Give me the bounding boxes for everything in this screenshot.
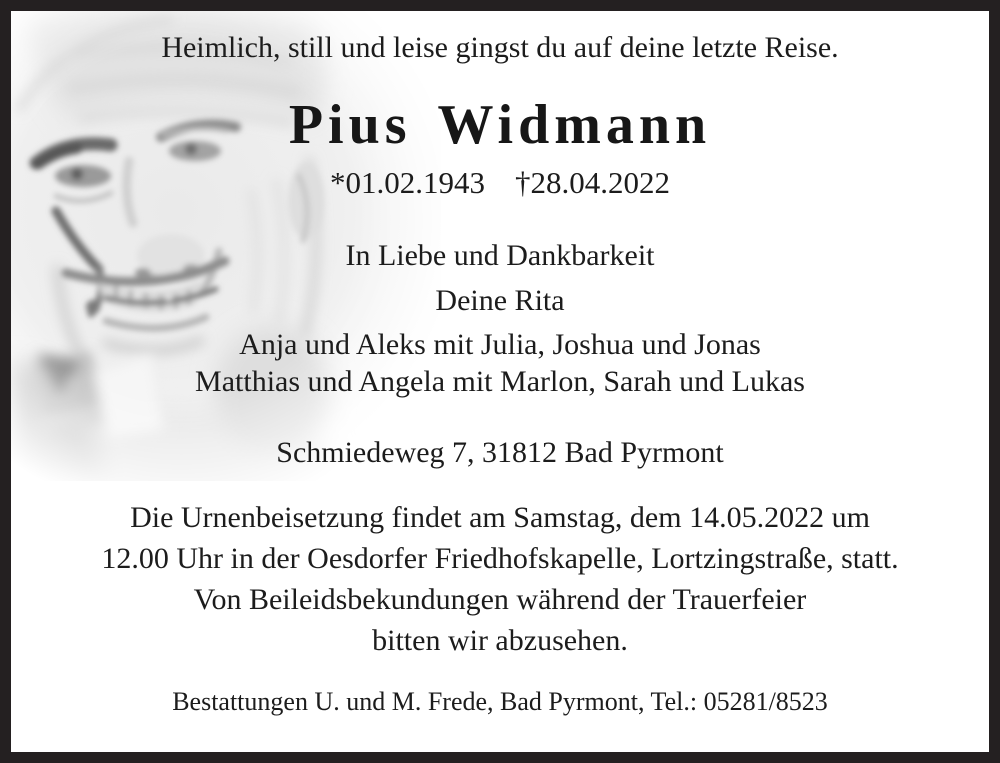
mourner-line: Deine Rita <box>435 284 565 317</box>
funeral-info-line: Von Beileidsbekundungen während der Trauerfeier <box>193 583 807 616</box>
funeral-home-line: Bestattungen U. und M. Frede, Bad Pyrmont, Tel.: 05281/8523 <box>172 687 828 716</box>
funeral-info-line: Die Urnenbeisetzung findet am Samstag, dem 14.05.2022 um <box>130 501 870 534</box>
mourner-line: Matthias und Angela mit Marlon, Sarah und Lukas <box>195 365 805 398</box>
birth-date: *01.02.1943 <box>330 165 485 200</box>
mourner-line: Anja und Aleks mit Julia, Joshua und Jonas <box>239 328 761 361</box>
funeral-info-line: bitten wir abzusehen. <box>372 624 628 657</box>
tribute-line: In Liebe und Dankbarkeit <box>345 239 655 272</box>
death-date: †28.04.2022 <box>515 165 670 200</box>
family-address: Schmiedeweg 7, 31812 Bad Pyrmont <box>276 436 724 469</box>
life-dates <box>11 167 989 198</box>
funeral-information <box>11 497 989 661</box>
deceased-name: Pius Widmann <box>288 94 712 156</box>
epitaph-line: Heimlich, still und leise gingst du auf deine letzte Reise. <box>161 31 839 64</box>
funeral-info-line: 12.00 Uhr in der Oesdorfer Friedhofskapelle, Lortzingstraße, statt. <box>101 542 899 575</box>
